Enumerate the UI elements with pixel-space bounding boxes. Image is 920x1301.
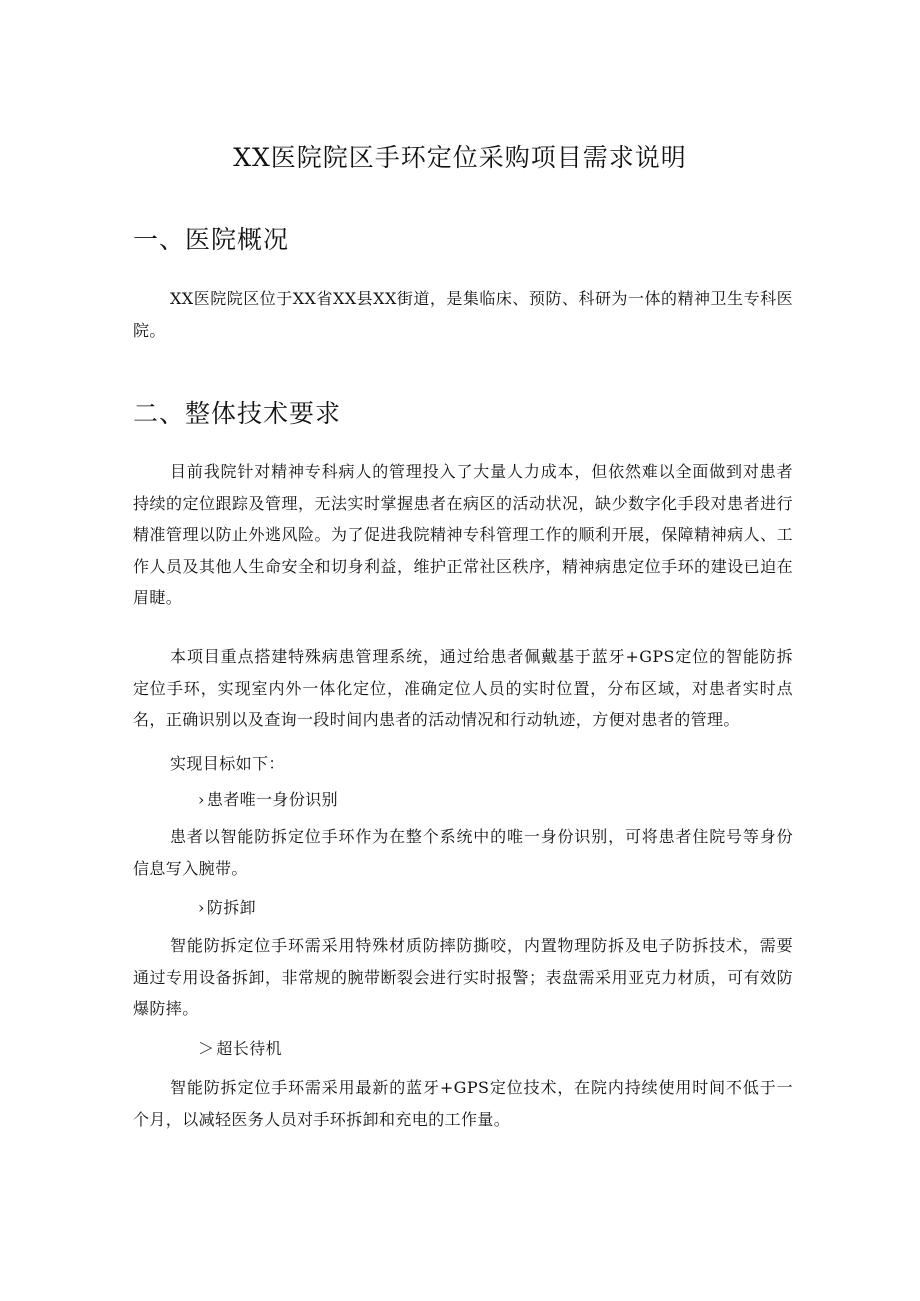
bullet-chevron-icon: › (198, 790, 205, 809)
goal-description-long-standby: 智能防拆定位手环需采用最新的蓝牙+GPS定位技术，在院内持续使用时间不低于一个月，以减轻医务人员对手环拆卸和充电的工作量。 (133, 1078, 793, 1129)
section-heading-technical-requirements: 二、整体技术要求 (133, 399, 342, 428)
goals-intro: 实现目标如下： (170, 754, 285, 773)
goal-description-unique-identity: 患者以智能防拆定位手环作为在整个系统中的唯一身份识别，可将患者住院号等身份信息写入腕带。 (133, 827, 793, 878)
bullet-chevron-icon: ＞ (198, 1039, 215, 1058)
hospital-overview-paragraph: XX医院院区位于XX省XX县XX街道，是集临床、预防、科研为一体的精神卫生专科医院。 (133, 289, 793, 340)
goal-label: 患者唯一身份识别 (206, 790, 339, 809)
goal-description-anti-removal: 智能防拆定位手环需采用特殊材质防摔防撕咬，内置物理防拆及电子防拆技术，需要通过专用设备拆卸，非常规的腕带断裂会进行实时报警；表盘需采用亚克力材质，可有效防爆防摔。 (133, 936, 793, 1018)
background-paragraph: 目前我院针对精神专科病人的管理投入了大量人力成本，但依然难以全面做到对患者持续的定位跟踪及管理，无法实时掌握患者在病区的活动状况，缺少数字化手段对患者进行精准管理以防止外逃风险。为了促进我院精神专科管理工作的顺利开展，保障精神病人、工作人员及其他人生命安全和切身利益，维护正常社区秩序，精神病患定位手环的建设已迫在眉睫。 (133, 462, 793, 607)
goal-item-long-standby (198, 1034, 282, 1064)
goal-label: 防拆卸 (206, 898, 257, 917)
goal-label: 超长待机 (216, 1039, 283, 1058)
goal-item-unique-identity (198, 785, 338, 815)
section-heading-hospital-overview: 一、医院概况 (133, 225, 290, 254)
project-scope-paragraph: 本项目重点搭建特殊病患管理系统，通过给患者佩戴基于蓝牙+GPS定位的智能防拆定位手环，实现室内外一体化定位，准确定位人员的实时位置，分布区域，对患者实时点名，正确识别以及查询一段时间内患者的活动情况和行动轨迹，方便对患者的管理。 (133, 647, 793, 729)
document-title: XX医院院区手环定位采购项目需求说明 (233, 143, 687, 172)
goal-item-anti-removal (198, 893, 256, 923)
bullet-chevron-icon: › (198, 898, 205, 917)
